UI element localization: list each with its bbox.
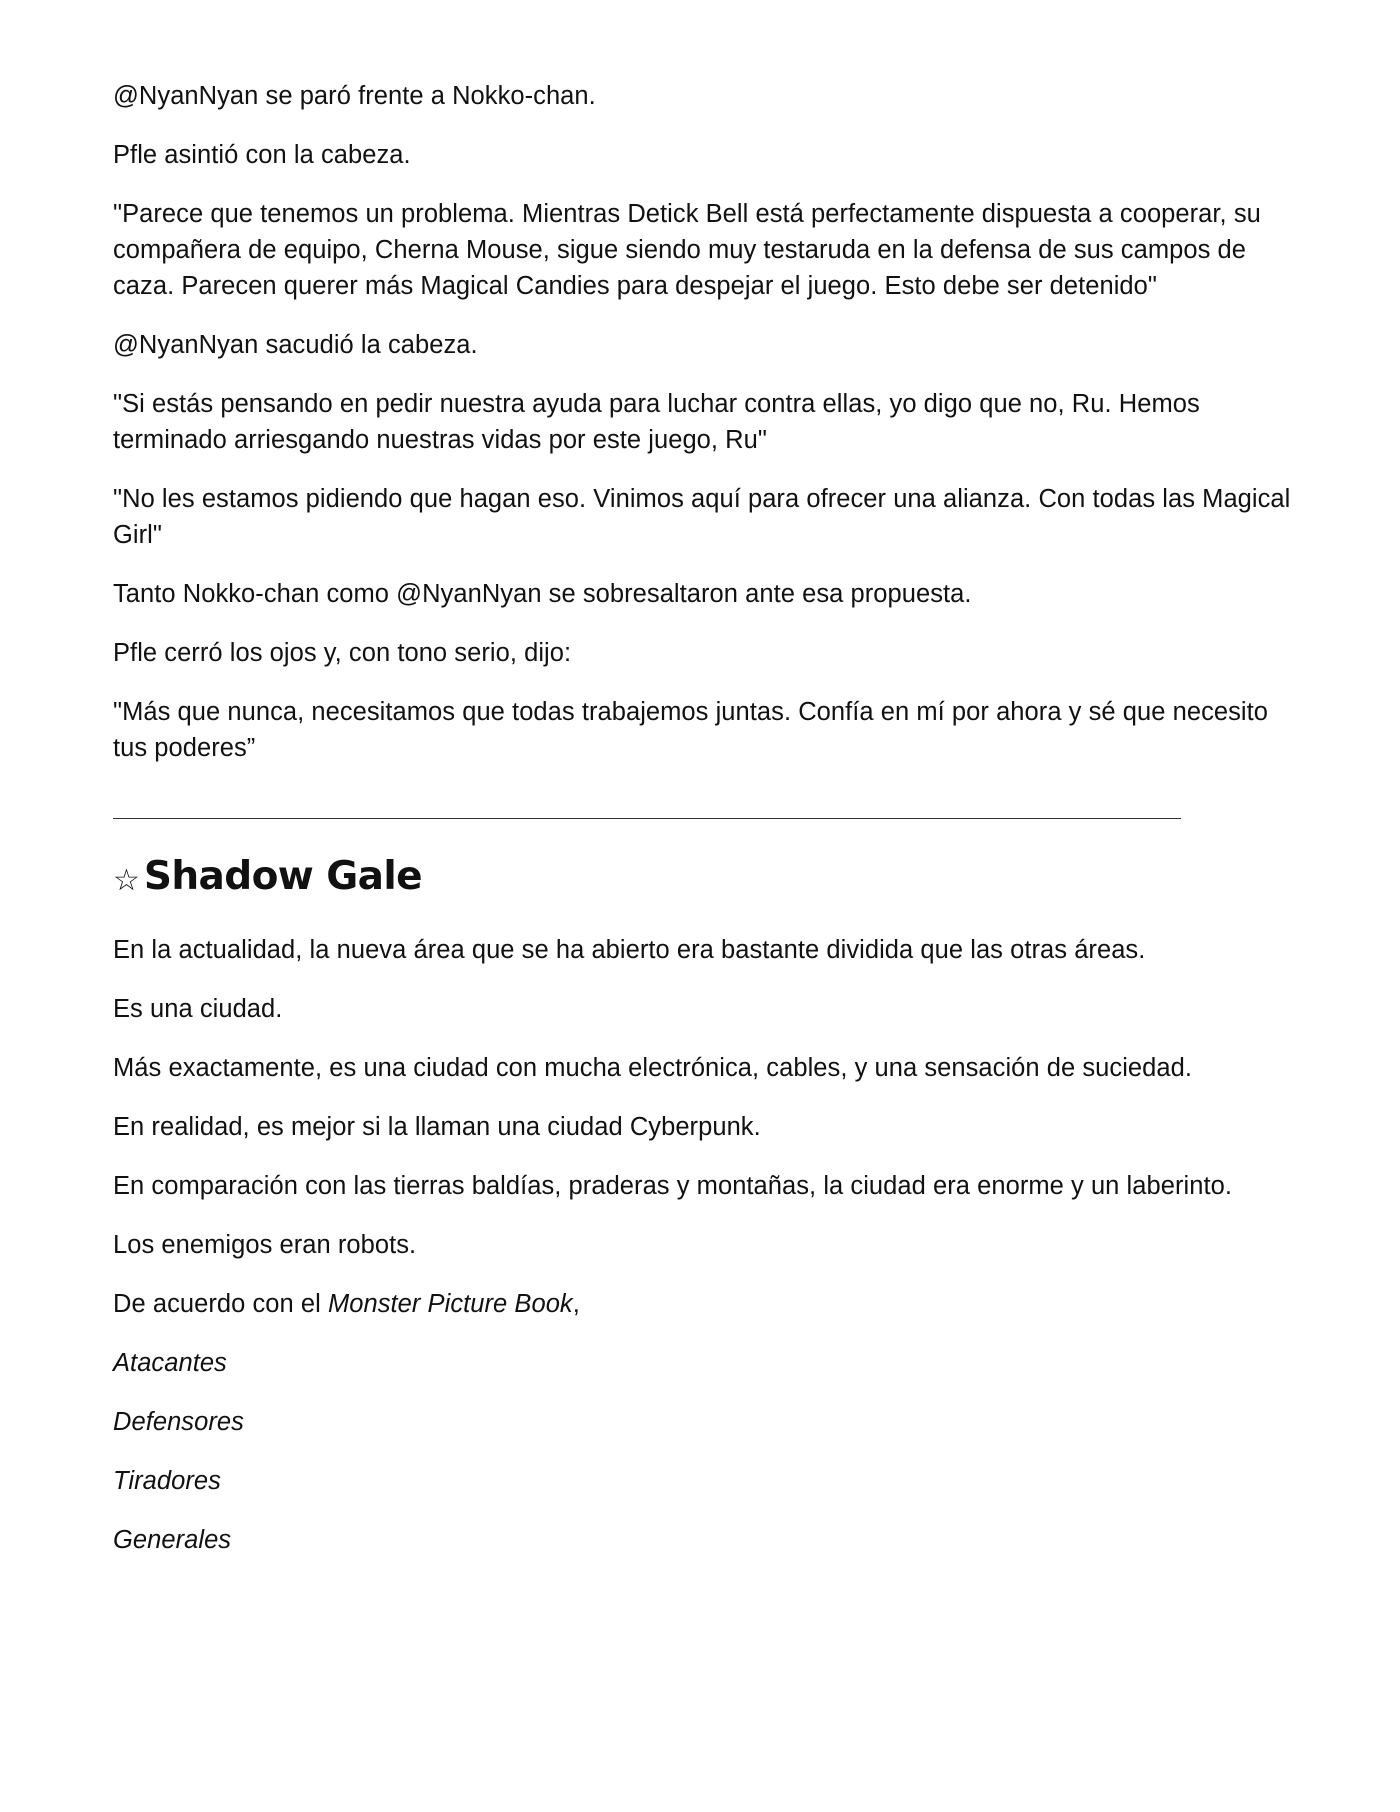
paragraph: Pfle cerró los ojos y, con tono serio, dijo: xyxy=(113,639,572,667)
paragraph: "No les estamos pidiendo que hagan eso. Vinimos aquí para ofrecer una alianza. Con todas las Magical Girl" xyxy=(113,485,1291,549)
paragraph: Los enemigos eran robots. xyxy=(113,1231,417,1259)
source-prefix: De acuerdo con el xyxy=(113,1290,328,1318)
paragraph: Tanto Nokko-chan como @NyanNyan se sobresaltaron ante esa propuesta. xyxy=(113,580,972,608)
section-title: Shadow Gale xyxy=(143,854,422,899)
document-page xyxy=(113,78,1303,1581)
paragraph: Pfle asintió con la cabeza. xyxy=(113,141,411,169)
paragraph: En realidad, es mejor si la llaman una ciudad Cyberpunk. xyxy=(113,1113,761,1141)
paragraph: En la actualidad, la nueva área que se ha abierto era bastante dividida que las otras áreas. xyxy=(113,936,1146,964)
paragraph: "Parece que tenemos un problema. Mientras Detick Bell está perfectamente dispuesta a cooperar, su compañera de equipo, Cherna Mouse, sigue siendo muy testaruda en la defensa de sus campos de caza. Parecen querer más Magical Candies para despejar el juego. Esto debe ser detenido" xyxy=(113,200,1261,300)
enemy-type-item: Atacantes xyxy=(113,1349,227,1377)
star-icon: ☆ xyxy=(113,863,140,898)
paragraph: Más exactamente, es una ciudad con mucha electrónica, cables, y una sensación de suciedad. xyxy=(113,1054,1192,1082)
section-heading xyxy=(113,851,1303,903)
enemy-type-item: Tiradores xyxy=(113,1467,221,1495)
source-paragraph xyxy=(113,1286,1303,1322)
enemy-type-item: Defensores xyxy=(113,1408,244,1436)
enemy-type-item: Generales xyxy=(113,1526,232,1554)
book-title: Monster Picture Book xyxy=(327,1290,573,1318)
paragraph: "Más que nunca, necesitamos que todas trabajemos juntas. Confía en mí por ahora y sé que necesito tus poderes” xyxy=(113,698,1268,762)
source-suffix: , xyxy=(572,1290,580,1318)
paragraph: Es una ciudad. xyxy=(113,995,283,1023)
paragraph: "Si estás pensando en pedir nuestra ayuda para luchar contra ellas, yo digo que no, Ru. Hemos terminado arriesgando nuestras vidas por este juego, Ru" xyxy=(113,390,1200,454)
paragraph: En comparación con las tierras baldías, praderas y montañas, la ciudad era enorme y un laberinto. xyxy=(113,1172,1232,1200)
paragraph: @NyanNyan sacudió la cabeza. xyxy=(113,331,478,359)
paragraph: @NyanNyan se paró frente a Nokko-chan. xyxy=(113,82,596,110)
section-divider xyxy=(113,818,1181,819)
